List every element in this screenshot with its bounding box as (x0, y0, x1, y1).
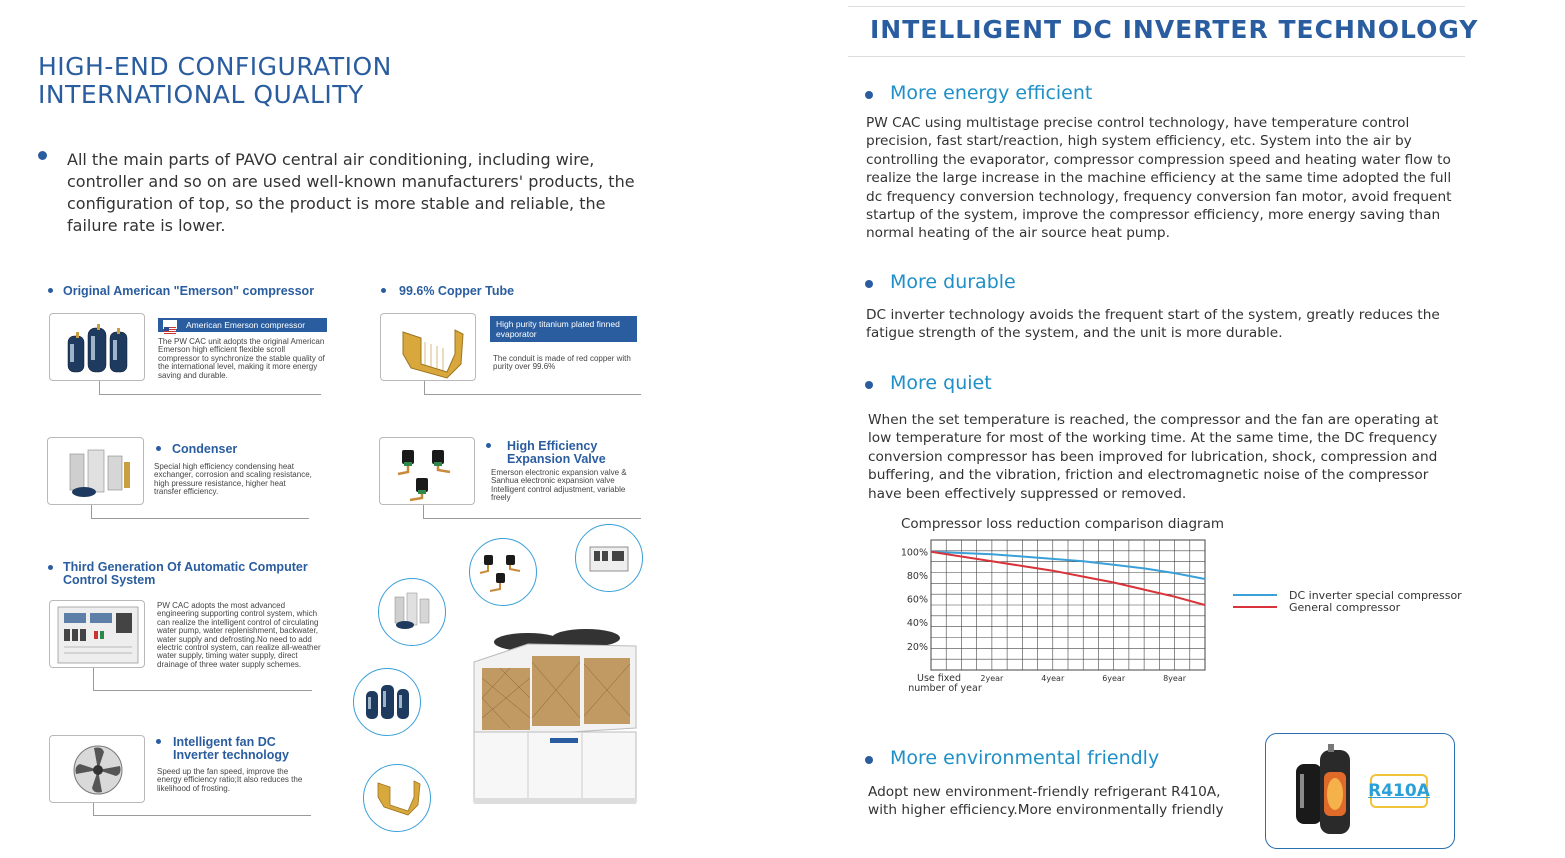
connector-line (99, 381, 100, 394)
circle-expansion-valve (469, 538, 537, 606)
connector-line (93, 690, 312, 691)
section-body-environmental: Adopt new environment-friendly refrigerant R410A, with higher efficiency.More environmentally friendly (868, 784, 1224, 819)
bullet-icon (38, 151, 47, 160)
title-line-2: INTERNATIONAL QUALITY (38, 80, 364, 109)
bullet-icon (48, 565, 53, 570)
feature-text-valve: Emerson electronic expansion valve & Sanhua electronic expansion valve Intelligent control adjustment, variable freely (491, 468, 627, 503)
left-page-title (38, 53, 392, 109)
bullet-icon (865, 381, 873, 389)
bullet-icon (48, 288, 53, 293)
connector-line (424, 381, 425, 394)
connector-line (93, 668, 94, 690)
section-body-quiet: When the set temperature is reached, the compressor and the fan are operating at low temperature for most of the working time. At the same time, the DC frequency conversion compressor has been improved for lubrication, shock, compression and buffering, and the vibration, friction and electromagnetic noise of the compressor have been effectively suppressed or removed. (868, 412, 1439, 502)
feature-tag-copper: High purity titanium plated finned evaporator (490, 316, 637, 342)
feature-title-compressor: Original American "Emerson" compressor (63, 284, 315, 298)
feature-title-condenser: Condenser (172, 442, 238, 456)
title-top-rule (848, 6, 1465, 7)
y-tick-label: 60% (906, 594, 928, 606)
connector-line (91, 518, 309, 519)
title-line-1: High Efficiency (507, 439, 598, 453)
us-flag-icon (163, 320, 177, 329)
feature-text-control: PW CAC adopts the most advanced engineering supporting control system, which can realize the intelligent control of circulating water pump, water replenishment, backwater, water supply and defrosting.No need to add electric control system, can realize all-weather water supply, timing water supply, direct drainage of three water supply schemes. (157, 601, 321, 669)
feature-tag-compressor (158, 318, 327, 332)
bullet-icon (865, 756, 873, 764)
bullet-icon (865, 280, 873, 288)
x-tick-label: 4year (1041, 674, 1065, 683)
feature-title-valve (507, 440, 606, 466)
y-tick-label: 100% (900, 547, 928, 559)
condenser-image (47, 437, 144, 505)
r410a-badge (1370, 774, 1428, 808)
connector-line (93, 803, 94, 815)
loss-reduction-chart (895, 535, 1465, 700)
x-tick-label: 6year (1102, 674, 1126, 683)
chart-title: Compressor loss reduction comparison diagram (901, 516, 1225, 532)
section-heading-energy: More energy efficient (890, 82, 1093, 104)
section-body-energy: PW CAC using multistage precise control technology, have temperature control precision, fast start/reaction, high system efficiency, etc. System into the air by controlling the evaporator, compressor compression speed and heating water flow to realize the large increase in the machine efficiency at the same time adopted the full dc frequency conversion technology, frequency conversion fan motor, avoid frequent startup of the system, improve the compressor efficiency, more energy saving than normal heating of the air source heat pump. (866, 115, 1452, 242)
circle-control-panel (575, 524, 643, 592)
r410a-label: R410A (1368, 781, 1430, 801)
feature-text-condenser: Special high efficiency condensing heat exchanger, corrosion and scaling resistance, high pressure resistance, higher heat transfer efficiency. (154, 462, 312, 497)
title-line-1: Third Generation Of Automatic Computer (63, 560, 308, 574)
r410a-box (1265, 733, 1455, 849)
feature-title-fan (173, 736, 289, 762)
tag-label: American Emerson compressor (186, 320, 306, 330)
title-line-2: Control System (63, 573, 156, 587)
fan-image (49, 735, 145, 803)
x-tick-label: Use fixed (917, 673, 961, 684)
connector-line (423, 505, 424, 518)
circle-condenser (378, 578, 446, 646)
feature-text-compressor: The PW CAC unit adopts the original American Emerson high efficient flexible scroll compressor to synchronize the stable quality of the international level, making it more energy saving and durable. (158, 337, 325, 380)
x-tick-label-sub: number of year (908, 683, 982, 694)
legend-label: DC inverter special compressor (1289, 589, 1462, 602)
feature-text-fan: Speed up the fan speed, improve the energy efficiency ratio;It also reduces the likelihood of frosting. (157, 767, 303, 793)
y-tick-label: 80% (906, 570, 928, 582)
connector-line (93, 815, 311, 816)
title-line-1: Intelligent fan DC (173, 735, 276, 749)
circle-compressor (353, 668, 421, 736)
bullet-icon (865, 91, 873, 99)
title-line-1: HIGH-END CONFIGURATION (38, 52, 392, 81)
connector-line (424, 394, 641, 395)
section-heading-durable: More durable (890, 271, 1016, 293)
intro-paragraph: All the main parts of PAVO central air conditioning, including wire, controller and so on are used well-known manufacturers' products, the configuration of top, so the product is more stable and reliable, the failure rate is lower. (67, 150, 635, 235)
control-panel-image (49, 600, 145, 668)
connector-line (99, 394, 321, 395)
heat-pump-unit-image (470, 628, 640, 806)
title-bottom-rule (848, 56, 1465, 57)
feature-text-copper: The conduit is made of red copper with purity over 99.6% (493, 354, 631, 372)
section-body-durable: DC inverter technology avoids the frequent start of the system, greatly reduces the fatigue strength of the system, and the unit is more durable. (866, 307, 1440, 342)
expansion-valve-image (379, 437, 475, 505)
right-page-title: INTELLIGENT DC INVERTER TECHNOLOGY (870, 15, 1479, 44)
title-line-2: Expansion Valve (507, 452, 606, 466)
rotary-compressor-image (1288, 742, 1368, 844)
connector-line (423, 518, 641, 519)
bullet-icon (156, 739, 161, 744)
copper-tube-image (380, 313, 476, 381)
x-tick-label: 8year (1163, 674, 1187, 683)
section-heading-environmental: More environmental friendly (890, 747, 1160, 769)
y-tick-label: 20% (906, 641, 928, 653)
title-line-2: Inverter technology (173, 748, 289, 762)
x-tick-label: 2year (980, 674, 1004, 683)
legend-label: General compressor (1289, 601, 1401, 614)
feature-title-control (63, 561, 308, 587)
bullet-icon (156, 446, 161, 451)
feature-title-copper: 99.6% Copper Tube (399, 284, 515, 298)
connector-line (91, 505, 92, 518)
y-tick-label: 40% (906, 618, 928, 630)
compressor-image (49, 313, 145, 381)
bullet-icon (486, 443, 491, 448)
section-heading-quiet: More quiet (890, 372, 992, 394)
bullet-icon (381, 288, 386, 293)
circle-copper-tube (363, 764, 431, 832)
